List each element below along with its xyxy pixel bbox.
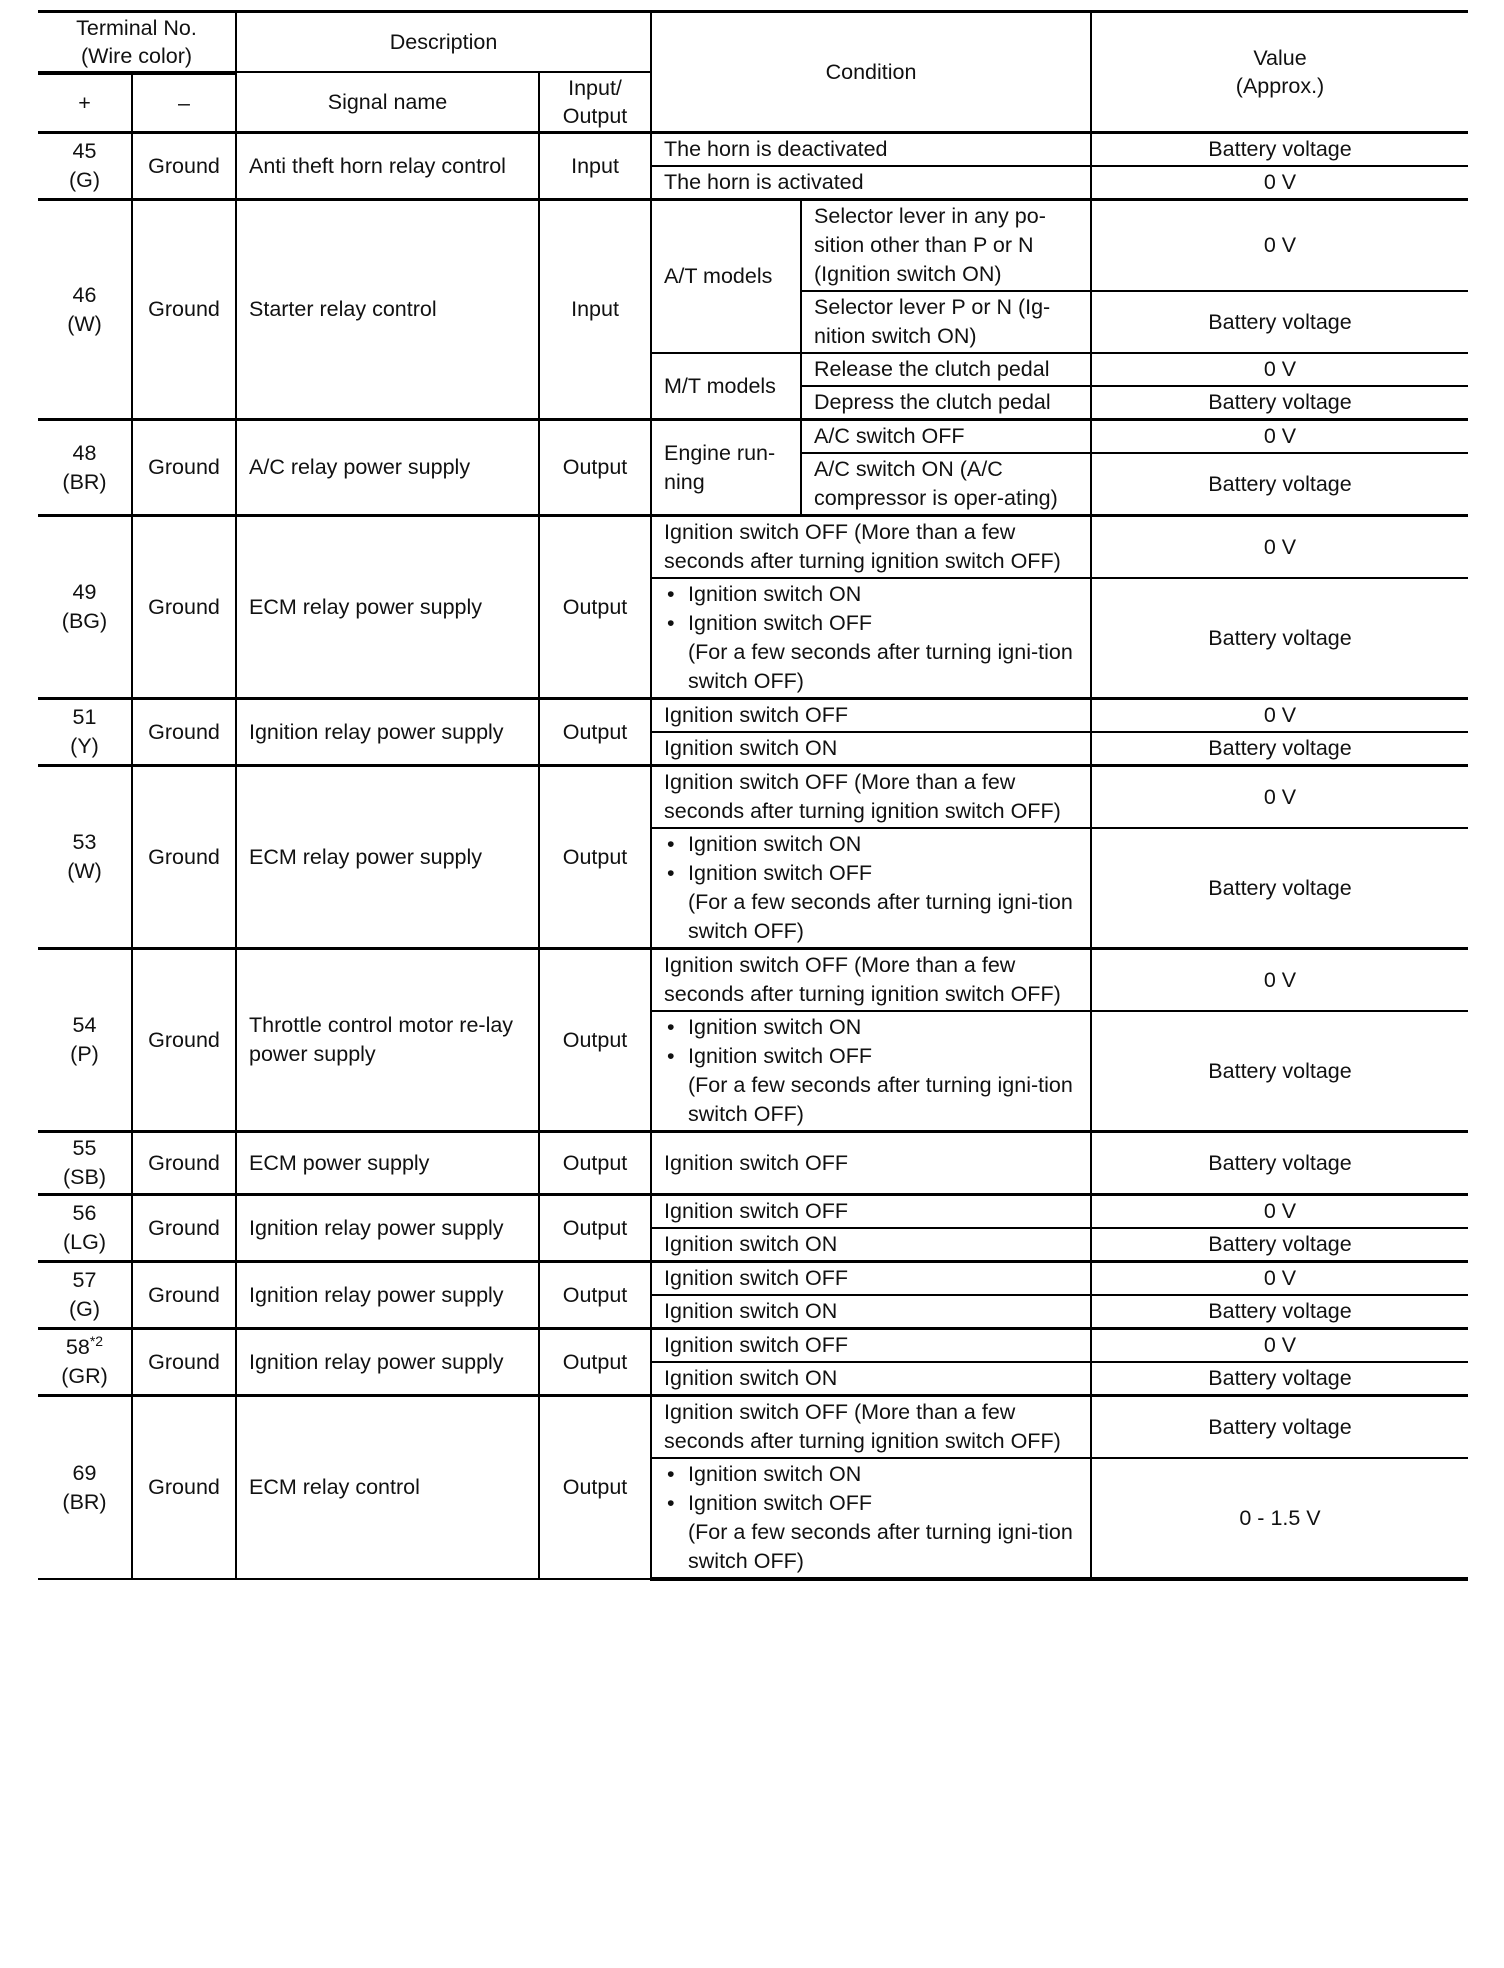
input-output: Output xyxy=(539,1262,651,1329)
minus-header: – xyxy=(132,74,236,133)
ground-terminal: Ground xyxy=(132,1396,236,1580)
value-cell: Battery voltage xyxy=(1091,578,1468,699)
terminal-number: 58$^{*2}$ (GR) xyxy=(38,1329,132,1396)
bullet-item: • Ignition switch OFF (For a few seconds after turning igni-tion switch OFF) xyxy=(664,1489,1078,1576)
value-header: Value (Approx.) xyxy=(1091,12,1468,133)
signal-name: Ignition relay power supply xyxy=(236,1262,539,1329)
bullet-item: • Ignition switch ON xyxy=(664,1013,1078,1042)
terminal-number: 57 (G) xyxy=(38,1262,132,1329)
condition-cell: Ignition switch ON xyxy=(651,732,1091,766)
signal-name: Ignition relay power supply xyxy=(236,699,539,766)
value-cell: 0 V xyxy=(1091,516,1468,579)
table-row xyxy=(38,766,1468,829)
input-output-header: Input/ Output xyxy=(539,72,651,133)
condition-cell: Ignition switch OFF xyxy=(651,1132,1091,1195)
ground-terminal: Ground xyxy=(132,516,236,699)
terminal-number: 55 (SB) xyxy=(38,1132,132,1195)
signal-name: A/C relay power supply xyxy=(236,420,539,516)
input-output: Output xyxy=(539,1396,651,1580)
condition-bullet-list xyxy=(664,1013,1078,1129)
terminal-number: 46 (W) xyxy=(38,200,132,420)
ground-terminal: Ground xyxy=(132,1329,236,1396)
condition-bullet-list xyxy=(664,1460,1078,1576)
signal-name-header: Signal name xyxy=(236,72,539,133)
input-output: Output xyxy=(539,1329,651,1396)
condition-group: M/T models xyxy=(651,353,801,420)
condition-cell: Ignition switch ON xyxy=(651,1295,1091,1329)
footnote-marker: *2 xyxy=(89,1332,104,1349)
signal-name: Anti theft horn relay control xyxy=(236,133,539,200)
condition-cell: Ignition switch OFF (More than a few seconds after turning ignition switch OFF) xyxy=(651,516,1091,579)
condition-group: A/T models xyxy=(651,200,801,354)
value-cell: Battery voltage xyxy=(1091,1132,1468,1195)
signal-name: ECM relay power supply xyxy=(236,766,539,949)
value-cell: Battery voltage xyxy=(1091,1011,1468,1132)
condition-cell: Depress the clutch pedal xyxy=(801,386,1091,420)
condition-header: Condition xyxy=(651,12,1091,133)
input-output: Output xyxy=(539,766,651,949)
condition-cell: Selector lever P or N (Ig-nition switch ON) xyxy=(801,291,1091,353)
input-output: Output xyxy=(539,949,651,1132)
value-cell: 0 V xyxy=(1091,353,1468,386)
condition-cell xyxy=(651,828,1091,949)
condition-bullet-list xyxy=(664,830,1078,946)
description-header: Description xyxy=(236,12,651,73)
condition-cell xyxy=(651,578,1091,699)
condition-cell: Ignition switch OFF xyxy=(651,1195,1091,1229)
terminal-number: 53 (W) xyxy=(38,766,132,949)
condition-cell: Ignition switch OFF (More than a few seconds after turning ignition switch OFF) xyxy=(651,1396,1091,1459)
value-cell: Battery voltage xyxy=(1091,1362,1468,1396)
ground-terminal: Ground xyxy=(132,420,236,516)
bullet-item: • Ignition switch ON xyxy=(664,1460,1078,1489)
condition-cell: The horn is activated xyxy=(651,166,1091,200)
value-cell: 0 V xyxy=(1091,699,1468,733)
table-row xyxy=(38,1396,1468,1459)
ground-terminal: Ground xyxy=(132,1195,236,1262)
terminal-number: 49 (BG) xyxy=(38,516,132,699)
table-row xyxy=(38,420,1468,454)
condition-cell: Selector lever in any po-sition other than P or N (Ignition switch ON) xyxy=(801,200,1091,292)
condition-cell: Ignition switch ON xyxy=(651,1228,1091,1262)
plus-header: + xyxy=(38,74,132,133)
table-row xyxy=(38,949,1468,1012)
condition-group: Engine run-ning xyxy=(651,420,801,516)
input-output: Output xyxy=(539,420,651,516)
value-cell: 0 V xyxy=(1091,766,1468,829)
signal-name: Starter relay control xyxy=(236,200,539,420)
condition-cell: Release the clutch pedal xyxy=(801,353,1091,386)
condition-cell: A/C switch OFF xyxy=(801,420,1091,454)
condition-bullet-list xyxy=(664,580,1078,696)
condition-cell: A/C switch ON (A/C compressor is oper-ating) xyxy=(801,453,1091,516)
bullet-item: • Ignition switch ON xyxy=(664,580,1078,609)
value-cell: Battery voltage xyxy=(1091,828,1468,949)
value-cell: Battery voltage xyxy=(1091,453,1468,516)
terminal-number: 54 (P) xyxy=(38,949,132,1132)
ground-terminal: Ground xyxy=(132,1262,236,1329)
input-output: Input xyxy=(539,133,651,200)
value-cell: Battery voltage xyxy=(1091,1228,1468,1262)
condition-cell: The horn is deactivated xyxy=(651,133,1091,167)
signal-name: ECM relay power supply xyxy=(236,516,539,699)
value-cell: 0 V xyxy=(1091,1329,1468,1363)
condition-cell: Ignition switch ON xyxy=(651,1362,1091,1396)
terminal-table-page xyxy=(38,10,1468,1581)
value-cell: Battery voltage xyxy=(1091,1295,1468,1329)
condition-cell: Ignition switch OFF xyxy=(651,699,1091,733)
signal-name: Ignition relay power supply xyxy=(236,1195,539,1262)
signal-name: ECM power supply xyxy=(236,1132,539,1195)
input-output: Output xyxy=(539,516,651,699)
signal-name: ECM relay control xyxy=(236,1396,539,1580)
input-output: Output xyxy=(539,699,651,766)
table-row xyxy=(38,699,1468,733)
bullet-item: • Ignition switch OFF (For a few seconds after turning igni-tion switch OFF) xyxy=(664,1042,1078,1129)
terminal-table xyxy=(38,10,1468,1581)
ground-terminal: Ground xyxy=(132,949,236,1132)
table-row xyxy=(38,200,1468,292)
table-row xyxy=(38,1262,1468,1296)
condition-cell xyxy=(651,1458,1091,1579)
signal-name: Throttle control motor re-lay power supply xyxy=(236,949,539,1132)
value-cell: 0 V xyxy=(1091,420,1468,454)
value-cell: 0 - 1.5 V xyxy=(1091,1458,1468,1579)
value-cell: Battery voltage xyxy=(1091,133,1468,167)
table-row xyxy=(38,1329,1468,1363)
bullet-item: • Ignition switch ON xyxy=(664,830,1078,859)
condition-cell: Ignition switch OFF (More than a few seconds after turning ignition switch OFF) xyxy=(651,766,1091,829)
value-cell: 0 V xyxy=(1091,200,1468,292)
terminal-number: 56 (LG) xyxy=(38,1195,132,1262)
condition-cell: Ignition switch OFF xyxy=(651,1329,1091,1363)
value-cell: 0 V xyxy=(1091,1262,1468,1296)
ground-terminal: Ground xyxy=(132,1132,236,1195)
table-row xyxy=(38,1132,1468,1195)
value-cell: 0 V xyxy=(1091,166,1468,200)
signal-name: Ignition relay power supply xyxy=(236,1329,539,1396)
value-cell: Battery voltage xyxy=(1091,291,1468,353)
value-cell: 0 V xyxy=(1091,1195,1468,1229)
bullet-item: • Ignition switch OFF (For a few seconds after turning igni-tion switch OFF) xyxy=(664,859,1078,946)
value-cell: Battery voltage xyxy=(1091,1396,1468,1459)
ground-terminal: Ground xyxy=(132,200,236,420)
table-row xyxy=(38,516,1468,579)
input-output: Output xyxy=(539,1195,651,1262)
table-row xyxy=(38,1195,1468,1229)
input-output: Input xyxy=(539,200,651,420)
value-cell: Battery voltage xyxy=(1091,386,1468,420)
terminal-no-header: Terminal No. (Wire color) xyxy=(38,12,236,73)
value-cell: Battery voltage xyxy=(1091,732,1468,766)
bullet-item: • Ignition switch OFF (For a few seconds after turning igni-tion switch OFF) xyxy=(664,609,1078,696)
table-row xyxy=(38,133,1468,167)
value-cell: 0 V xyxy=(1091,949,1468,1012)
condition-cell: Ignition switch OFF xyxy=(651,1262,1091,1296)
terminal-number: 51 (Y) xyxy=(38,699,132,766)
input-output: Output xyxy=(539,1132,651,1195)
condition-cell xyxy=(651,1011,1091,1132)
terminal-number: 69 (BR) xyxy=(38,1396,132,1580)
ground-terminal: Ground xyxy=(132,133,236,200)
condition-cell: Ignition switch OFF (More than a few seconds after turning ignition switch OFF) xyxy=(651,949,1091,1012)
terminal-number: 48 (BR) xyxy=(38,420,132,516)
ground-terminal: Ground xyxy=(132,766,236,949)
ground-terminal: Ground xyxy=(132,699,236,766)
terminal-number: 45 (G) xyxy=(38,133,132,200)
